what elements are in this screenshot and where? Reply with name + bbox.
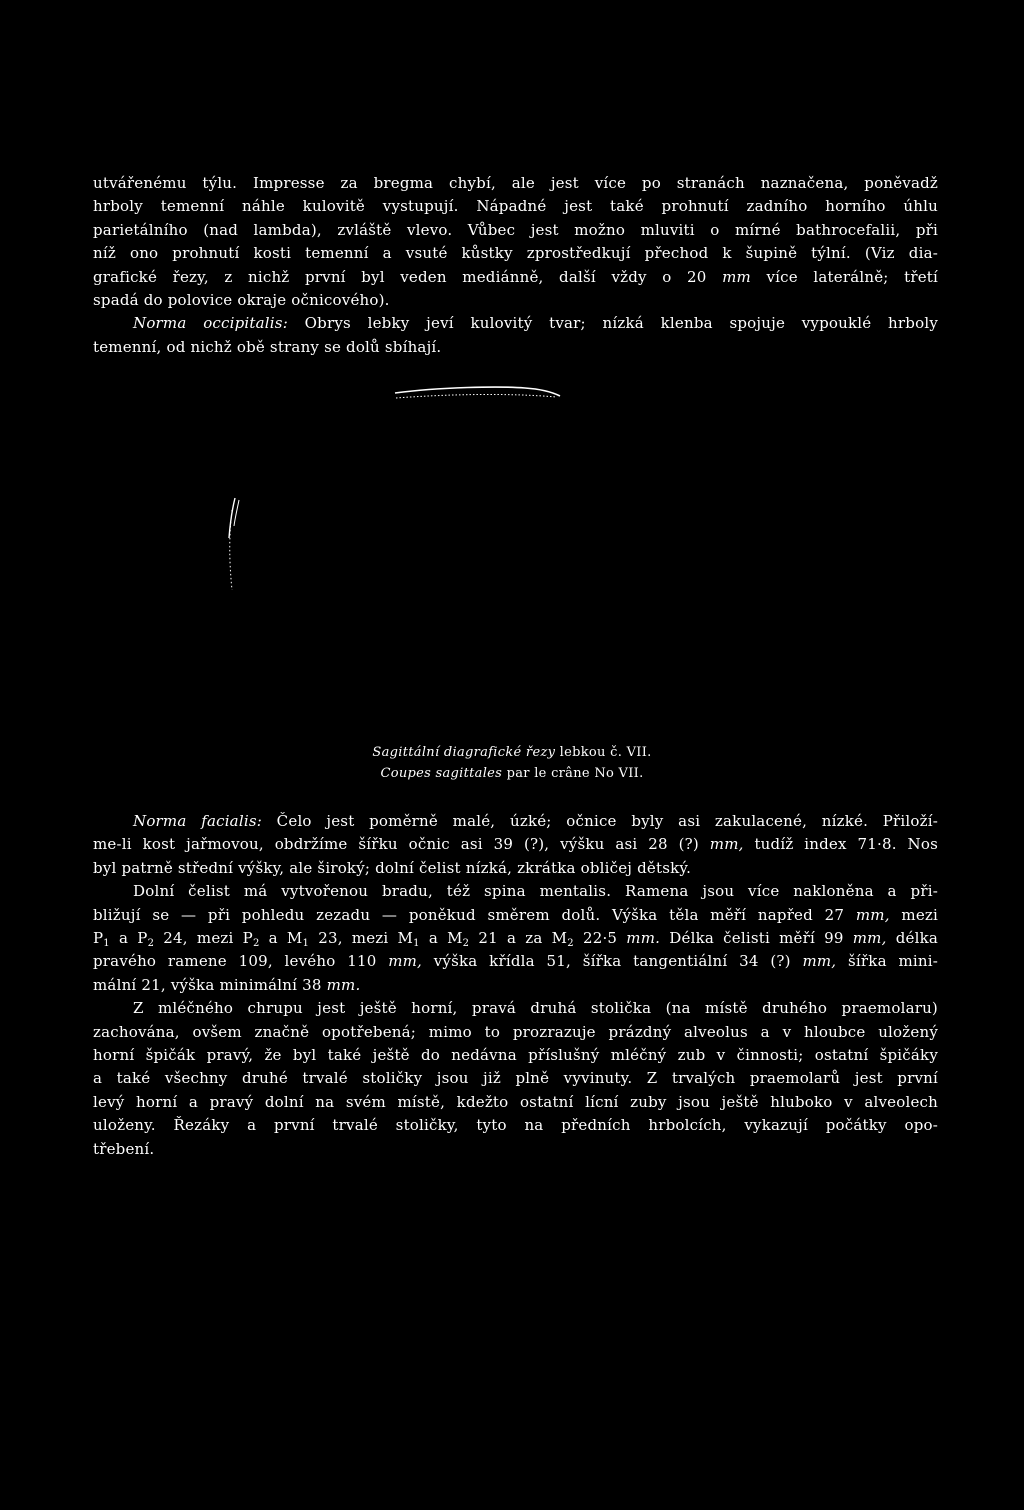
text-line: a také všechny druhé trvalé stoličky jsou již plně vyvinuty. Z trvalých praemolarů jest první: [93, 1069, 938, 1088]
unit-mm: mm: [722, 267, 751, 286]
text-line: [93, 833, 938, 856]
text-line: [93, 810, 938, 833]
sagittal-diagram: [0, 360, 1024, 740]
figure-caption-french: [0, 766, 1024, 781]
text-line: níž ono prohnutí kosti temenní a vsuté kůstky zprostředkují přechod k šupině týlní. (Viz dia-: [93, 244, 938, 263]
text-line: [93, 904, 938, 927]
text-line: horní špičák pravý, že byl také ještě do nedávna příslušný mléčný zub v činnosti; ostatní špičáky: [93, 1046, 938, 1065]
text-line: třebení.: [93, 1139, 155, 1158]
subscript: 2: [462, 938, 470, 950]
paragraph-block-top: [93, 172, 938, 359]
unit-mm: mm,: [802, 952, 837, 971]
unit-mm: mm,: [855, 905, 890, 924]
subscript: 2: [567, 938, 574, 950]
text-span: mální 21, výška minimální 38: [93, 975, 327, 994]
text-line: byl patrně střední výšky, ale široký; dolní čelist nízká, zkrátka obličej dětský.: [93, 858, 692, 877]
text-span: 24, mezi P: [154, 929, 253, 948]
section-curve-top-dotted: [396, 394, 556, 398]
section-curve-left: [229, 498, 235, 538]
figure-caption: [0, 745, 1024, 760]
text-span: výška křídla 51, šířka tangentiální 34 (?): [422, 952, 803, 971]
text-span: tudíž index 71·8. Nos: [743, 835, 938, 854]
text-line: [93, 974, 938, 997]
text-line: [93, 266, 938, 289]
text-line: zachována, ovšem značně opotřebená; mimo to prozrazuje prázdný alveolus a v hloubce uložený: [93, 1022, 938, 1041]
subscript: 1: [413, 938, 420, 950]
paragraph-block-bottom: [93, 810, 938, 1161]
text-line: Dolní čelist má vytvořenou bradu, též spina mentalis. Ramena jsou více nakloněna a při-: [133, 882, 938, 901]
text-span: 21 a za M: [469, 929, 568, 948]
text-span: 23, mezi M: [309, 929, 414, 948]
unit-mm: mm,: [388, 952, 423, 971]
caption-fr-rest: par le crâne No VII.: [502, 766, 644, 781]
text-line: uloženy. Řezáky a první trvalé stoličky, tyto na předních hrbolcích, vykazují počátky opo-: [93, 1116, 938, 1135]
unit-mm: mm,: [709, 835, 744, 854]
text-span: Čelo jest poměrně malé, úzké; očnice byly asi zakulacené, nízké. Přiloží-: [261, 812, 938, 830]
unit-mm: mm,: [852, 929, 887, 948]
text-line: spadá do polovice okraje očnicového).: [93, 291, 390, 310]
unit-mm: mm.: [326, 975, 361, 994]
text-line: [93, 927, 938, 950]
text-span: a M: [419, 929, 463, 948]
text-span: Obrys lebky jeví kulovitý tvar; nízká klenba spojuje vypouklé hrboly: [287, 314, 938, 333]
text-span: a P: [109, 929, 148, 948]
text-span: bližují se — při pohledu zezadu — poněkud směrem dolů. Výška těla měří napřed 27: [93, 905, 856, 924]
text-span: mezi: [889, 905, 938, 924]
text-line: parietálního (nad lambda), zvláště vlevo. Vůbec jest možno mluviti o mírné bathrocefalii, při: [93, 220, 938, 239]
text-line: levý horní a pravý dolní na svém místě, kdežto ostatní lícní zuby jsou ještě hluboko v alveolech: [93, 1092, 938, 1111]
norma-facialis-label: Norma facialis:: [133, 812, 262, 830]
text-span: a M: [259, 929, 303, 948]
subscript: 1: [302, 938, 310, 950]
subscript: 2: [147, 938, 155, 950]
text-span: šířka mini-: [836, 952, 939, 971]
subscript: 2: [252, 938, 260, 950]
text-line: temenní, od nichž obě strany se dolů sbíhají.: [93, 337, 442, 356]
text-line: Z mléčného chrupu jest ještě horní, pravá druhá stolička (na místě druhého praemolaru): [133, 999, 938, 1018]
caption-fr-italic: Coupes sagittales: [380, 766, 503, 781]
text-line: hrboly temenní náhle kulovitě vystupují. Nápadné jest také prohnutí zadního horního úhlu: [93, 197, 938, 216]
text-line: utvářenému týlu. Impresse za bregma chybí, ale jest více po stranách naznačena, poněvadž: [93, 174, 938, 192]
caption-rest: lebkou č. VII.: [555, 745, 652, 760]
tooth-p: P: [93, 929, 104, 948]
text-span: více laterálně; třetí: [750, 267, 938, 286]
text-span: 22·5: [573, 929, 627, 948]
subscript: 1: [103, 938, 110, 950]
section-curve-left-inner: [234, 500, 239, 526]
text-span: me-li kost jařmovou, obdržíme šířku očnic asi 39 (?), výšku asi 28 (?): [93, 835, 710, 854]
norma-occipitalis-label: Norma occipitalis:: [133, 314, 288, 333]
text-line: [93, 312, 938, 335]
text-span: Délka čelisti měří 99: [660, 929, 853, 948]
text-line: [93, 950, 938, 973]
sagittal-sections-drawing: [0, 360, 1024, 740]
caption-italic: Sagittální diagrafické řezy: [372, 745, 556, 760]
text-span: délka: [886, 929, 939, 948]
text-span: pravého ramene 109, levého 110: [93, 952, 389, 971]
text-span: grafické řezy, z nichž první byl veden mediánně, další vždy o 20: [93, 267, 723, 286]
unit-mm: mm.: [626, 929, 661, 948]
